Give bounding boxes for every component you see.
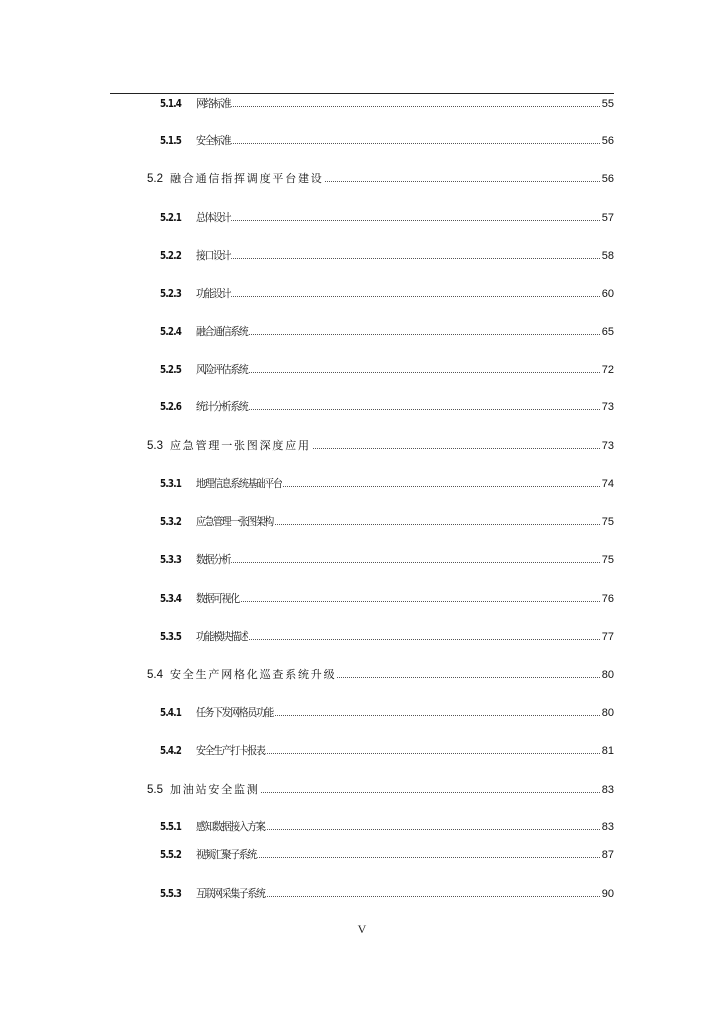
toc-entry-page: 87 [600,846,614,864]
toc-entry-title: 网络标准 [196,95,231,113]
toc-entry-number: 5.2.1 [160,211,182,224]
toc-dot-leader [196,220,600,221]
toc-entry-title: 地理信息系统基础平台 [196,475,282,493]
toc-entry-number: 5.4.2 [160,744,182,757]
toc-entry[interactable] [0,818,724,836]
toc-entry-number: 5.2.4 [160,325,182,338]
toc-entry-page: 83 [600,781,614,799]
toc-entry-number: 5.5 [147,784,163,796]
toc-entry-title: 功能设计 [196,285,231,303]
header-rule [110,93,614,94]
toc-entry[interactable] [0,781,724,799]
toc-entry-page: 72 [600,361,614,379]
toc-entry[interactable] [0,885,724,903]
toc-entry-page: 60 [600,285,614,303]
toc-entry-page: 55 [600,95,614,113]
toc-entry-number: 5.1.4 [160,97,182,110]
toc-entry-title: 安全生产网格化巡查系统升级 [170,666,337,684]
toc-entry-page: 83 [600,818,614,836]
toc-entry-number: 5.2.2 [160,249,182,262]
toc-entry-title: 统计分析系统 [196,398,248,416]
toc-dot-leader [196,372,600,373]
toc-entry-title: 数据可视化 [196,590,240,608]
toc-entry-page: 80 [600,704,614,722]
toc-entry-title: 视频汇聚子系统 [196,846,257,864]
toc-dot-leader [196,601,600,602]
toc-entry-title: 融合通信系统 [196,323,248,341]
toc-entry[interactable] [0,551,724,569]
toc-entry[interactable] [0,590,724,608]
toc-entry-page: 65 [600,323,614,341]
toc-entry-title: 感知数据接入方案 [196,818,265,836]
toc-dot-leader [196,562,600,563]
toc-entry-page: 73 [600,437,614,455]
toc-entry-number: 5.2.3 [160,287,182,300]
toc-entry-number: 5.4.1 [160,706,182,719]
toc-entry[interactable] [0,95,724,113]
toc-entry[interactable] [0,170,724,188]
toc-entry-title: 应急管理一张图深度应用 [170,437,312,455]
toc-entry[interactable] [0,361,724,379]
toc-entry-page: 74 [600,475,614,493]
toc-entry-page: 77 [600,628,614,646]
toc-entry-title: 安全生产打卡报表 [196,742,265,760]
toc-entry-title: 接口设计 [196,247,231,265]
toc-entry-number: 5.2.5 [160,363,182,376]
toc-dot-leader [196,639,600,640]
toc-entry[interactable] [0,209,724,227]
toc-entry-title: 应急管理一张图架构 [196,513,274,531]
toc-entry-page: 58 [600,247,614,265]
toc-dot-leader [196,334,600,335]
toc-dot-leader [196,409,600,410]
toc-entry-page: 75 [600,513,614,531]
toc-entry[interactable] [0,437,724,455]
toc-entry-title: 功能模块描述 [196,628,248,646]
toc-entry-number: 5.3.3 [160,553,182,566]
toc-entry[interactable] [0,704,724,722]
toc-entry[interactable] [0,742,724,760]
toc-entry-number: 5.3.2 [160,515,182,528]
toc-entry[interactable] [0,323,724,341]
toc-entry-title: 数据分析 [196,551,231,569]
toc-entry-title: 加油站安全监测 [170,781,261,799]
toc-entry-number: 5.3.5 [160,630,182,643]
toc-entry-title: 任务下发网格员功能 [196,704,274,722]
toc-entry[interactable] [0,513,724,531]
toc-entry-page: 80 [600,666,614,684]
toc-entry-number: 5.5.1 [160,820,182,833]
toc-entry-title: 互联网采集子系统 [196,885,265,903]
page-number: V [357,922,367,936]
toc-entry[interactable] [0,398,724,416]
toc-entry-page: 76 [600,590,614,608]
toc-entry[interactable] [0,666,724,684]
toc-dot-leader [196,296,600,297]
toc-entry-page: 73 [600,398,614,416]
toc-entry[interactable] [0,475,724,493]
toc-entry-number: 5.1.5 [160,134,182,147]
toc-entry-number: 5.2.6 [160,400,182,413]
toc-entry-number: 5.3 [147,440,163,452]
toc-dot-leader [196,106,600,107]
toc-entry-page: 90 [600,885,614,903]
toc-entry-page: 56 [600,132,614,150]
toc-entry-number: 5.3.1 [160,477,182,490]
toc-entry-title: 融合通信指挥调度平台建设 [170,170,325,188]
toc-entry-page: 81 [600,742,614,760]
toc-entry-number: 5.3.4 [160,592,182,605]
toc-entry[interactable] [0,846,724,864]
toc-entry-title: 风险评估系统 [196,361,248,379]
toc-entry-page: 75 [600,551,614,569]
toc-dot-leader [196,143,600,144]
toc-entry-number: 5.5.2 [160,848,182,861]
toc-entry-number: 5.5.3 [160,887,182,900]
toc-entry-page: 57 [600,209,614,227]
toc-dot-leader [196,258,600,259]
toc-entry-number: 5.4 [147,669,163,681]
toc-entry[interactable] [0,132,724,150]
toc-entry-title: 安全标准 [196,132,231,150]
toc-entry-page: 56 [600,170,614,188]
toc-entry[interactable] [0,285,724,303]
toc-entry[interactable] [0,247,724,265]
toc-entry-title: 总体设计 [196,209,231,227]
toc-entry[interactable] [0,628,724,646]
toc-entry-number: 5.2 [147,173,163,185]
